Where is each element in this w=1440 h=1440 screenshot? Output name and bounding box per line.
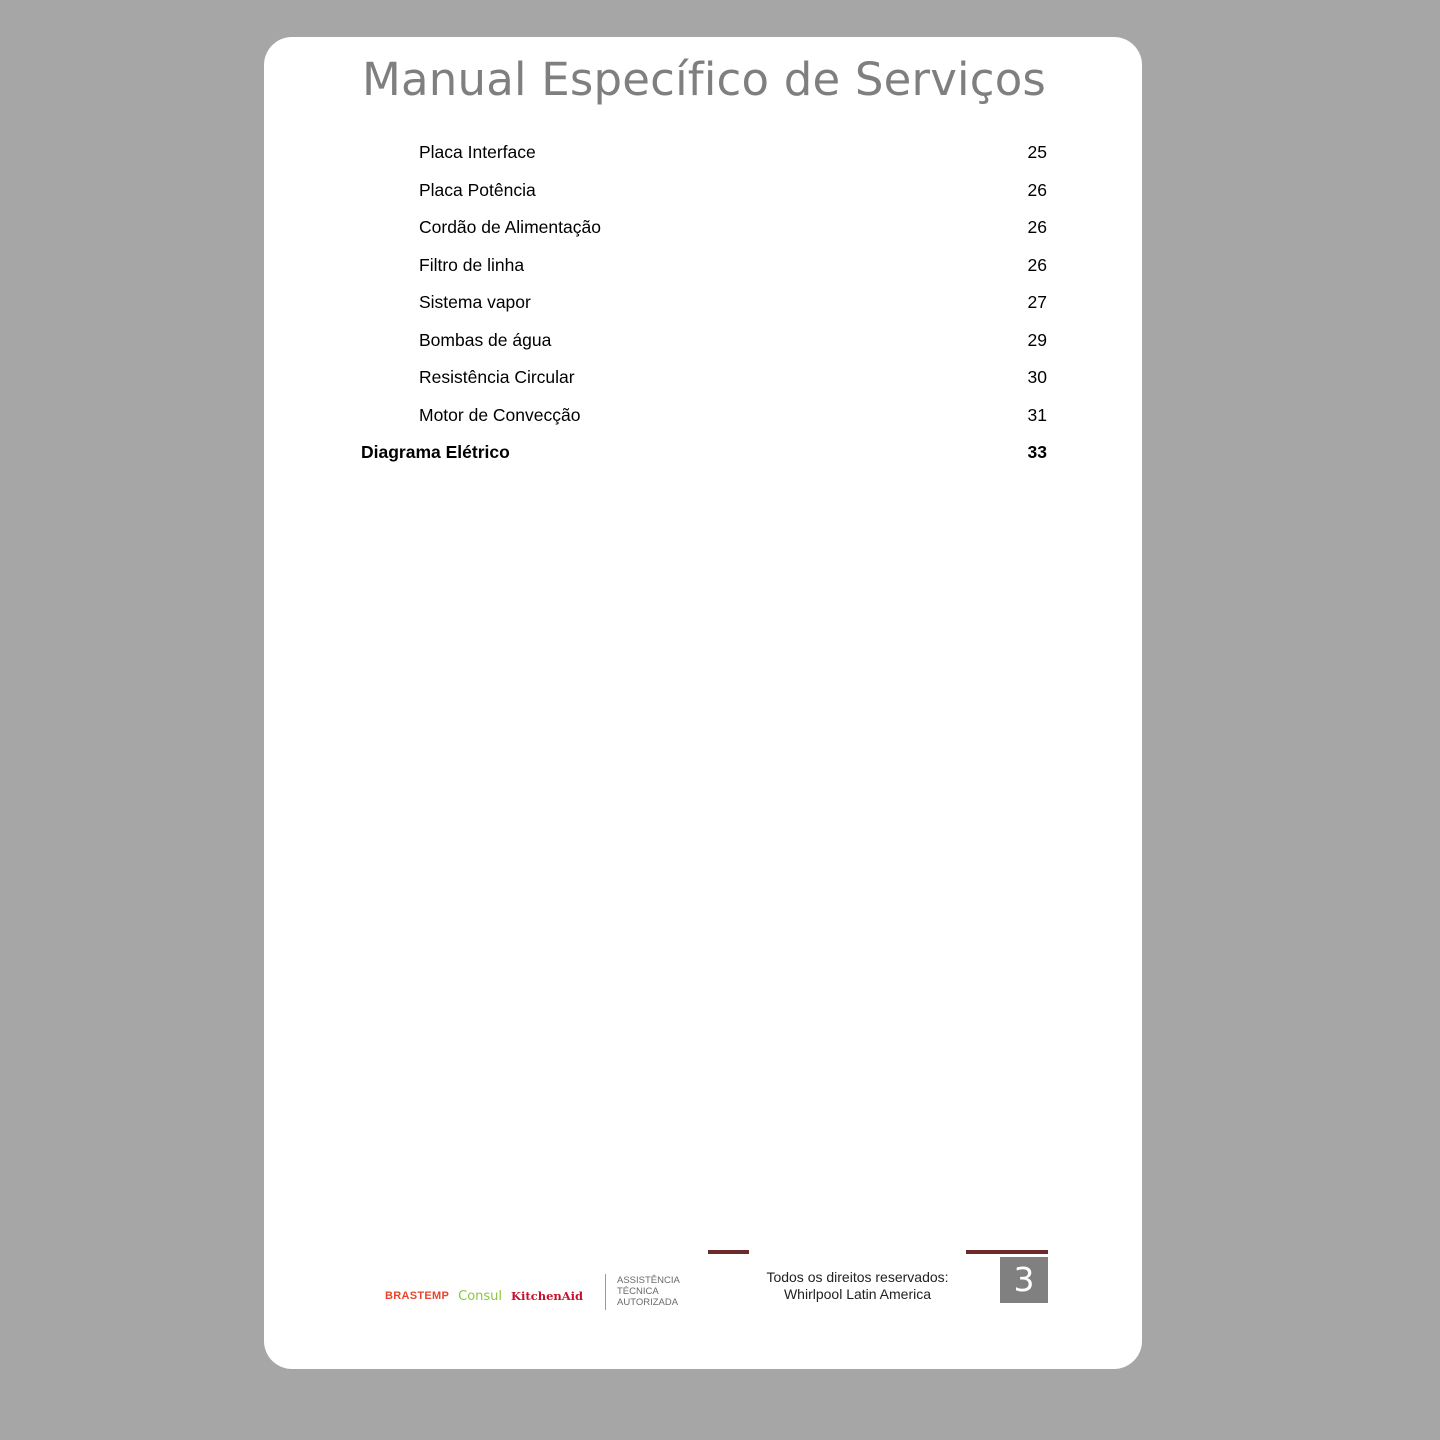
toc-main-entry-label: Diagrama Elétrico [361,442,510,462]
toc-entry-label: Resistência Circular [419,367,575,387]
toc-entry[interactable] [264,172,1142,210]
toc-entry-label: Filtro de linha [419,254,525,275]
toc-entry[interactable] [264,359,1142,397]
toc-entry-page: 30 [1027,367,1047,387]
toc-entry[interactable] [264,397,1142,435]
table-of-contents [264,134,1142,472]
consul-logo: Consul [458,1288,503,1304]
toc-entry-label: Bombas de água [419,329,552,350]
toc-entry-page: 26 [1027,179,1047,200]
toc-main-entry-page: 33 [1027,442,1047,462]
assistance-line-2: TÉCNICA [617,1286,659,1297]
page-number: 3 [1000,1257,1048,1303]
toc-entry-page: 26 [1027,254,1047,275]
document-page [264,37,1142,1369]
toc-entry[interactable] [264,322,1142,360]
toc-entry-page: 26 [1027,217,1047,237]
toc-entry[interactable] [264,209,1142,247]
toc-entry-label: Sistema vapor [419,292,531,312]
toc-entry-page: 27 [1027,292,1047,312]
toc-entry[interactable] [264,134,1142,172]
footer-accent-bar-right [966,1250,1048,1254]
copyright-line-2: Whirlpool Latin America [783,1286,932,1302]
toc-entry-page: 31 [1027,404,1047,425]
copyright-notice [734,1269,981,1303]
copyright-line-1: Todos os direitos reservados: [766,1269,949,1285]
toc-entry-label: Motor de Convecção [419,404,581,425]
assistance-line-3: AUTORIZADA [617,1297,679,1308]
footer-accent-bar-left [708,1250,749,1254]
assistance-line-1: ASSISTÊNCIA [617,1275,680,1286]
brand-logos [385,1285,583,1307]
logo-divider [605,1274,606,1310]
toc-entry-label: Placa Potência [419,179,536,200]
toc-entry-page: 29 [1027,329,1047,350]
brastemp-logo: BRASTEMP [385,1290,450,1302]
toc-main-entry[interactable] [264,434,1142,472]
toc-entry-page: 25 [1027,142,1047,162]
page-title: Manual Específico de Serviços [362,53,1047,106]
authorized-assistance-label [617,1275,680,1308]
toc-entry-label: Cordão de Alimentação [419,217,601,237]
toc-entry[interactable] [264,247,1142,285]
toc-entry-label: Placa Interface [419,142,536,162]
toc-entry[interactable] [264,284,1142,322]
kitchenaid-logo: KitchenAid [511,1289,584,1303]
